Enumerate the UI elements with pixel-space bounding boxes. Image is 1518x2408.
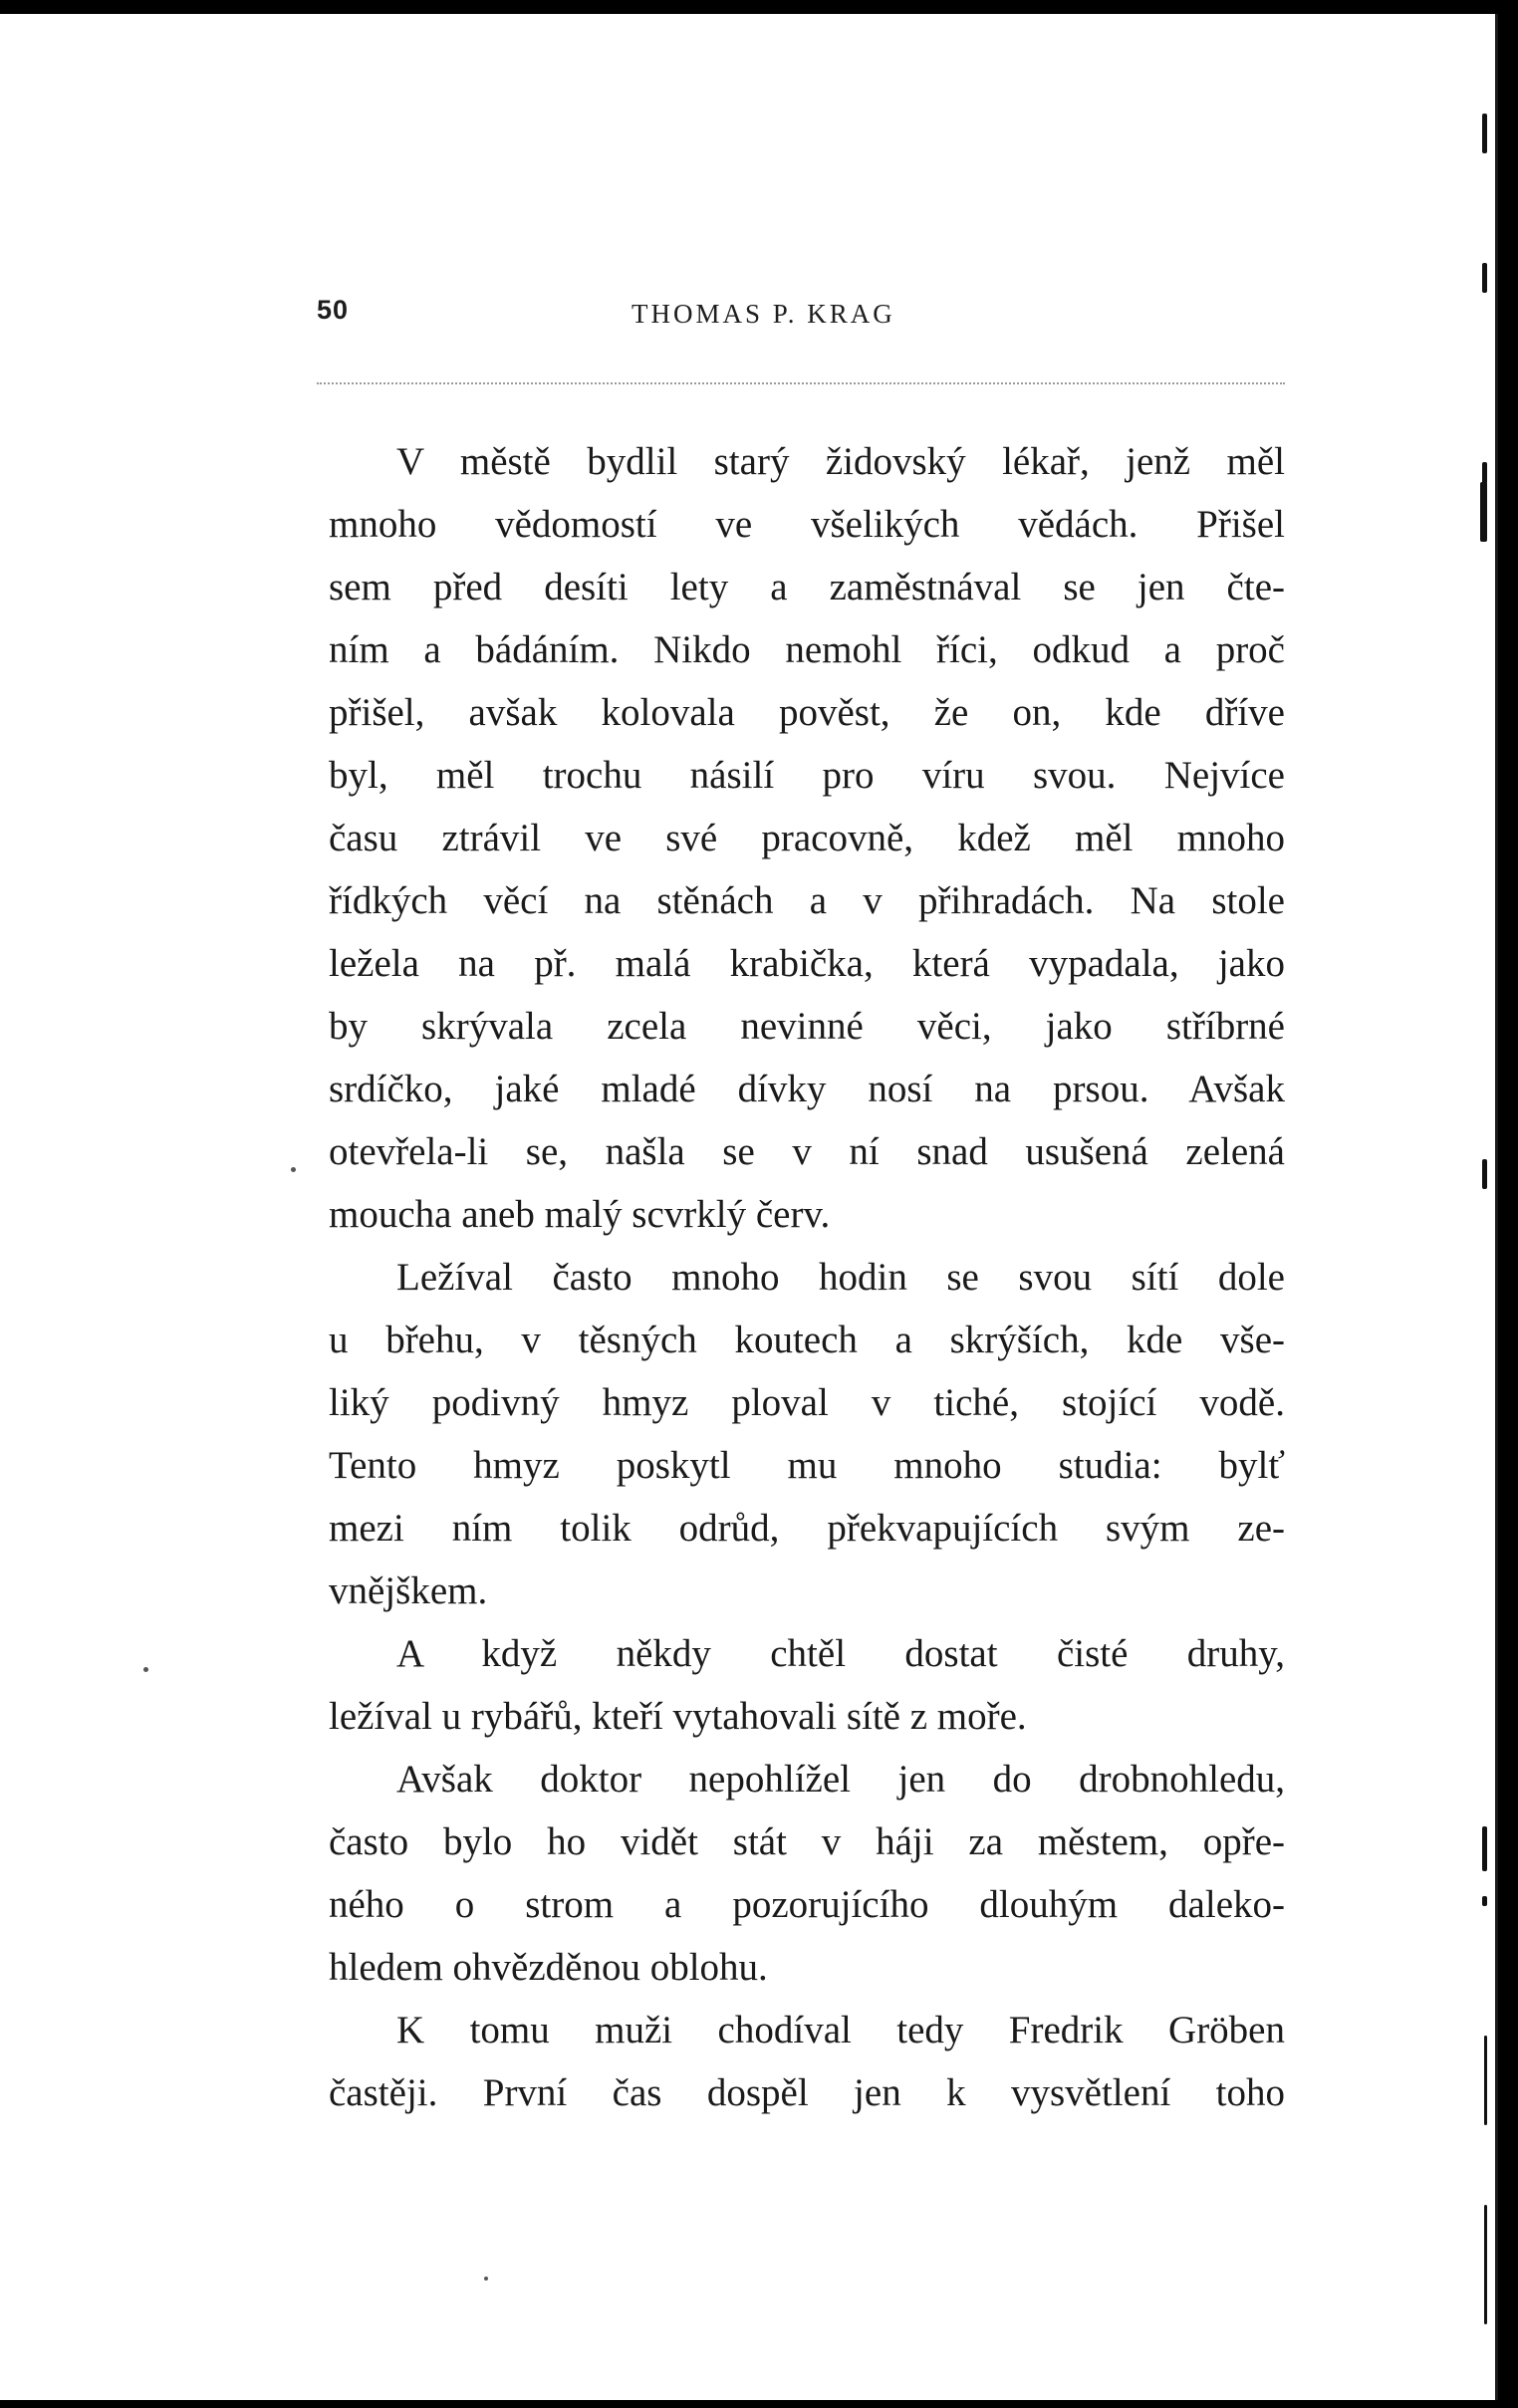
text-line: času ztrávil ve své pracovně, kdež měl mnoho bbox=[329, 817, 1285, 859]
book-title: THOMAS P. KRAG bbox=[632, 299, 895, 329]
text-line: Tento hmyz poskytl mu mnoho studia: bylť bbox=[329, 1444, 1285, 1487]
paragraph-2 bbox=[329, 1246, 1285, 1622]
text-line: mnoho vědomostí ve všelikých vědách. Přišel bbox=[329, 503, 1285, 546]
text-line: u břehu, v těsných koutech a skrýších, kde vše- bbox=[329, 1319, 1285, 1361]
body-text bbox=[329, 430, 1285, 2124]
text-line: ním a bádáním. Nikdo nemohl říci, odkud a proč bbox=[329, 628, 1285, 671]
text-line: K tomu muži chodíval tedy Fredrik Gröben bbox=[396, 2009, 1285, 2051]
page-edge-marks bbox=[1469, 14, 1489, 2400]
print-speck bbox=[484, 2277, 488, 2281]
text-line: ležela na př. malá krabička, která vypadala, jako bbox=[329, 942, 1285, 985]
paragraph-4 bbox=[329, 1748, 1285, 1999]
text-line: řídkých věcí na stěnách a v přihradách. Na stole bbox=[329, 879, 1285, 922]
text-line: Avšak doktor nepohlížel jen do drobnohledu, bbox=[396, 1758, 1285, 1801]
paragraph-5 bbox=[329, 1999, 1285, 2124]
paragraph-1 bbox=[329, 430, 1285, 1246]
running-head bbox=[317, 289, 1287, 339]
text-line: mezi ním tolik odrůd, překvapujících svým ze- bbox=[329, 1507, 1285, 1550]
text-line: byl, měl trochu násilí pro víru svou. Nejvíce bbox=[329, 754, 1285, 797]
page-number: 50 bbox=[317, 295, 350, 325]
text-line: moucha aneb malý scvrklý červ. bbox=[329, 1193, 831, 1236]
text-line: A když někdy chtěl dostat čisté druhy, bbox=[396, 1632, 1285, 1675]
text-line: ležíval u rybářů, kteří vytahovali sítě z moře. bbox=[329, 1695, 1027, 1738]
print-speck bbox=[291, 1167, 296, 1172]
book-page bbox=[0, 14, 1498, 2400]
text-line: liký podivný hmyz ploval v tiché, stojící vodě. bbox=[329, 1381, 1285, 1424]
print-speck bbox=[143, 1667, 148, 1672]
text-line: hledem ohvězděnou oblohu. bbox=[329, 1946, 768, 1989]
text-line: často bylo ho vidět stát v háji za městem, opře- bbox=[329, 1820, 1285, 1863]
paragraph-3 bbox=[329, 1622, 1285, 1748]
text-line: otevřela-li se, našla se v ní snad usušená zelená bbox=[329, 1130, 1285, 1173]
header-divider bbox=[317, 382, 1285, 384]
text-line: sem před desíti lety a zaměstnával se jen čte- bbox=[329, 566, 1285, 608]
text-line: by skrývala zcela nevinné věci, jako stříbrné bbox=[329, 1005, 1285, 1048]
text-line: ného o strom a pozorujícího dlouhým daleko- bbox=[329, 1883, 1285, 1926]
text-line: vnějškem. bbox=[329, 1569, 488, 1612]
text-line: přišel, avšak kolovala pověst, že on, kde dříve bbox=[329, 691, 1285, 734]
text-line: srdíčko, jaké mladé dívky nosí na prsou. Avšak bbox=[329, 1068, 1285, 1110]
text-line: Ležíval často mnoho hodin se svou sítí dole bbox=[396, 1256, 1285, 1299]
text-line: V městě bydlil starý židovský lékař, jenž měl bbox=[396, 440, 1285, 483]
text-line: častěji. První čas dospěl jen k vysvětlení toho bbox=[329, 2071, 1285, 2114]
